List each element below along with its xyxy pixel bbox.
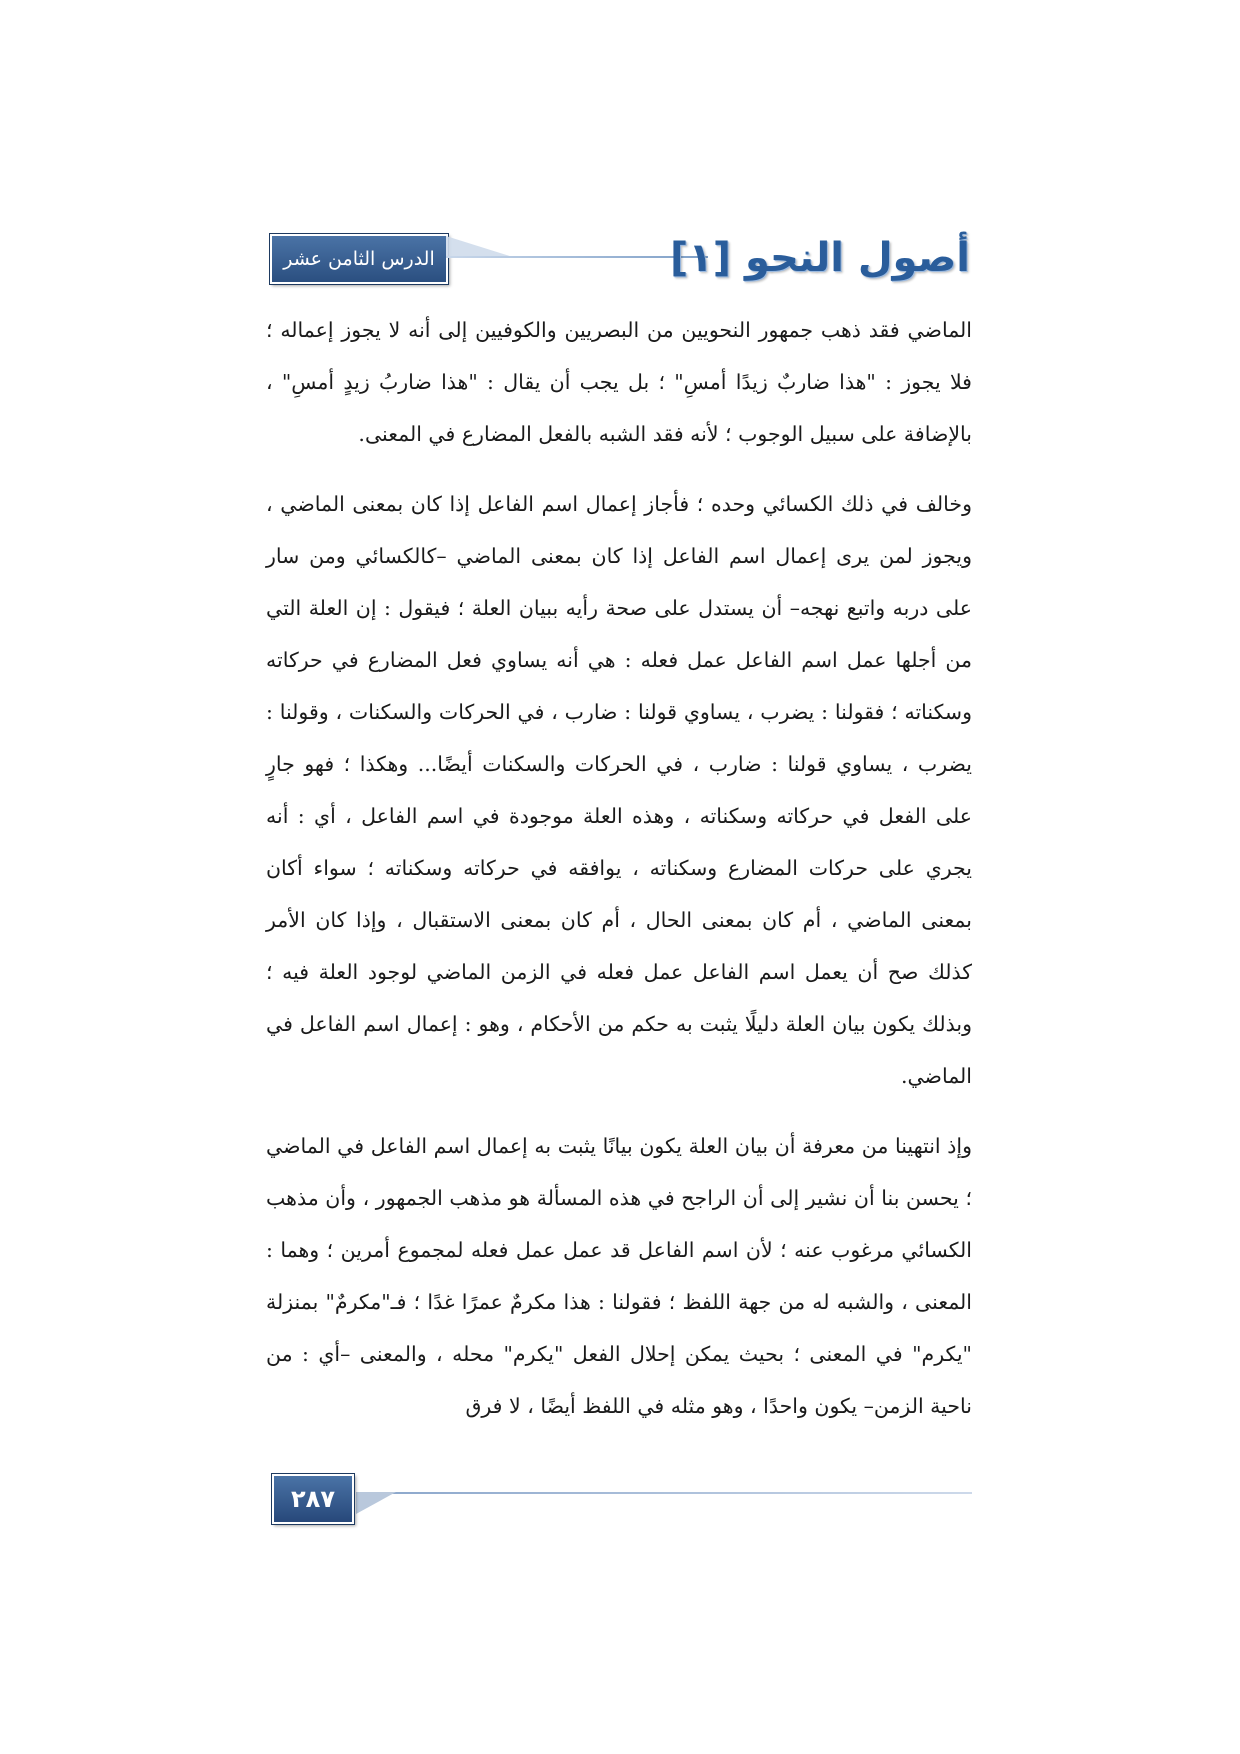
page-header (270, 228, 970, 288)
paragraph-1: الماضي فقد ذهب جمهور النحويين من البصريين والكوفيين إلى أنه لا يجوز إعماله ؛ فلا يجوز : "هذا ضاربٌ زيدًا أمسِ" ؛ بل يجب أن يقال : "هذا ضاربُ زيدٍ أمسِ" ، بالإضافة على سبيل الوجوب ؛ لأنه فقد الشبه بالفعل المضارع في المعنى. (266, 318, 972, 446)
lesson-label: الدرس الثامن عشر (283, 248, 435, 270)
footer-divider-line (358, 1492, 972, 1494)
page-footer (272, 1474, 972, 1534)
footer-decoration-wedge (356, 1492, 396, 1514)
page-number: ٢٨٧ (291, 1485, 335, 1513)
page-content (266, 304, 972, 1450)
page-number-badge (272, 1474, 354, 1524)
paragraph-3: وإذ انتهينا من معرفة أن بيان العلة يكون بيانًا يثبت به إعمال اسم الفاعل في الماضي ؛ يحسن بنا أن نشير إلى أن الراجح في هذه المسألة هو مذهب الجمهور ، وأن مذهب الكسائي مرغوب عنه ؛ لأن اسم الفاعل قد عمل عمل فعله لمجموع أمرين ؛ وهما : المعنى ، والشبه له من جهة اللفظ ؛ فقولنا : هذا مكرمٌ عمرًا غدًا ؛ فـ"مكرمٌ" بمنزلة "يكرم" في المعنى ؛ بحيث يمكن إحلال الفعل "يكرم" محله ، والمعنى –أي : من ناحية الزمن– يكون واحدًا ، وهو مثله في اللفظ أيضًا ، لا فرق (266, 1134, 972, 1418)
header-decoration-wedge (446, 236, 516, 258)
book-title: أصول النحو [١] (670, 235, 970, 281)
header-divider-line (446, 256, 708, 258)
lesson-badge (270, 234, 448, 284)
paragraph-2: وخالف في ذلك الكسائي وحده ؛ فأجاز إعمال اسم الفاعل إذا كان بمعنى الماضي ، ويجوز لمن يرى إعمال اسم الفاعل إذا كان بمعنى الماضي –كالكسائي ومن سار على دربه واتبع نهجه– أن يستدل على صحة رأيه ببيان العلة ؛ فيقول : إن العلة التي من أجلها عمل اسم الفاعل عمل فعله : هي أنه يساوي فعل المضارع في حركاته وسكناته ؛ فقولنا : يضرب ، يساوي قولنا : ضارب ، في الحركات والسكنات ، وقولنا : يضرب ، يساوي قولنا : ضارب ، في الحركات والسكنات أيضًا... وهكذا ؛ فهو جارٍ على الفعل في حركاته وسكناته ، وهذه العلة موجودة في اسم الفاعل ، أي : أنه يجري على حركات المضارع وسكناته ، يوافقه في حركاته وسكناته ؛ سواء أكان بمعنى الماضي ، أم كان بمعنى الحال ، أم كان بمعنى الاستقبال ، وإذا كان الأمر كذلك صح أن يعمل اسم الفاعل عمل فعله في الزمن الماضي لوجود العلة فيه ؛ وبذلك يكون بيان العلة دليلًا يثبت به حكم من الأحكام ، وهو : إعمال اسم الفاعل في الماضي. (266, 492, 972, 1088)
